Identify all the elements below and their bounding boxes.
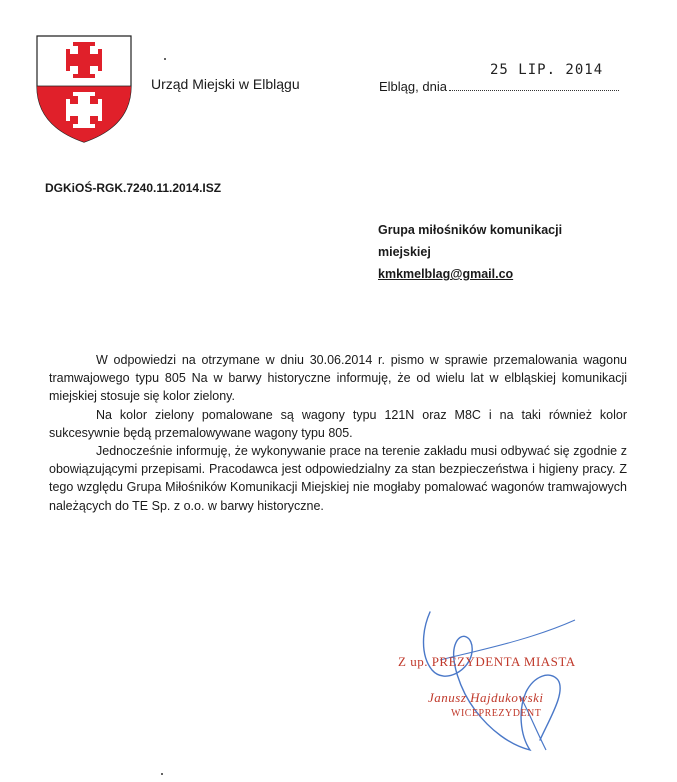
date-label: Elbląg, dnia — [379, 79, 447, 94]
reference-number: DGKiOŚ-RGK.7240.11.2014.ISZ — [45, 181, 222, 195]
body-paragraph-1: W odpowiedzi na otrzymane w dniu 30.06.2014 r. pismo w sprawie przemalowania wagonu tramwajowego typu 805 Na w barwy historyczne informuję, że od wielu lat w elbląskiej komunikacji miejskiej stosuje się kolor zielony. — [49, 353, 627, 404]
date-dotted-line — [449, 79, 619, 91]
date-line — [379, 79, 619, 94]
body-paragraph-2: Na kolor zielony pomalowane są wagony typu 121N oraz M8C i na taki również kolor sukcesywnie będą przemalowywane wagony typu 805. — [49, 407, 627, 440]
body-paragraph-3: Jednocześnie informuję, że wykonywanie prace na terenie zakładu musi odbywać się zgodnie z obowiązującymi przepisami. Pracodawca jest odpowiedzialny za stan bezpieczeństwa i higieny pracy. Z tego względu Grupa Miłośników Komunikacji Miejskiej nie mogłaby pomalować wagonów tramwajowych należących do TE Sp. z o.o. w barwy historyczne. — [49, 444, 627, 513]
signatory-title: WICEPREZYDENT — [451, 708, 542, 719]
stamped-date: 25 LIP. 2014 — [490, 62, 604, 78]
scan-speck — [161, 773, 163, 775]
recipient-email[interactable]: kmkmelblag@gmail.co — [378, 267, 514, 281]
signature-authority-stamp: Z up. PREZYDENTA MIASTA — [398, 654, 576, 669]
recipient-line-2: miejskiej — [378, 245, 431, 259]
recipient-line-1: Grupa miłośników komunikacji — [378, 223, 563, 237]
letter-body — [49, 351, 627, 515]
office-name: Urząd Miejski w Elblągu — [151, 76, 300, 92]
signatory-name: Janusz Hajdukowski — [428, 690, 544, 705]
recipient-block — [378, 219, 608, 285]
scan-speck — [164, 58, 166, 60]
city-coat-of-arms-icon — [35, 34, 133, 144]
handwritten-signature — [400, 600, 600, 760]
